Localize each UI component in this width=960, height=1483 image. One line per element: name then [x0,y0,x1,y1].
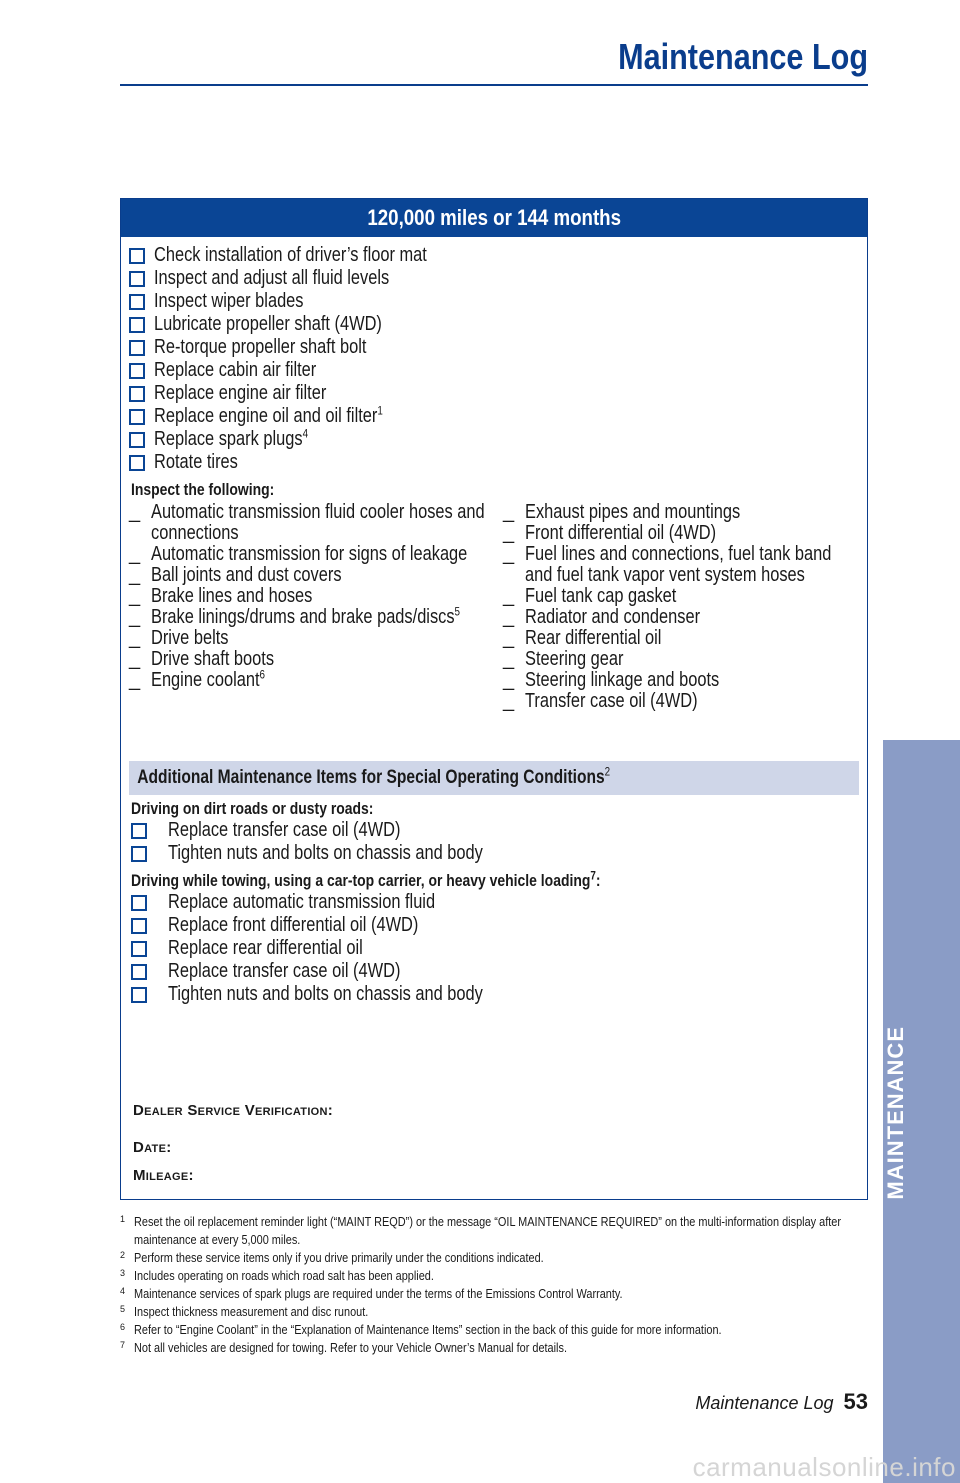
inspect-item: _ Ball joints and dust covers [129,564,342,586]
checklist-item [129,336,487,359]
checklist-item-text: Inspect wiper blades [154,290,304,312]
inspect-item: _ Automatic transmission for signs of leakage [129,543,468,565]
inspect-item: _ Exhaust pipes and mountings [503,501,741,523]
checklist-item: Tighten nuts and bolts on chassis and body [131,842,552,865]
footnote: 6 Refer to “Engine Coolant” in the “Explanation of Maintenance Items” section in the back of this guide for more information. [120,1322,722,1337]
inspect-item: _ Brake lines and hoses [129,585,313,607]
checkbox[interactable] [129,455,145,471]
page-title: Maintenance Log [618,36,868,77]
footnote: 4 Maintenance services of spark plugs are required under the terms of the Emissions Control Warranty. [120,1286,623,1301]
inspect-item: _ Radiator and condenser [503,606,701,628]
checkbox[interactable] [131,964,147,980]
inspect-list-right [503,502,863,712]
checkbox[interactable] [129,317,145,333]
footer-label: Maintenance Log [695,1393,834,1413]
footnotes [120,1213,868,1357]
checkbox[interactable] [129,409,145,425]
checklist-item [129,359,487,382]
inspect-item: _ Fuel tank cap gasket [503,585,677,607]
checklist-item [129,313,487,336]
footnote: 1 Reset the oil replacement reminder light (“MAINT REQD”) or the message “OIL MAINTENANCE REQUIRED” on the multi-information display after maintenance at every 5,000 miles. [120,1214,841,1247]
checklist-item [129,405,487,428]
mileage-label: Mileage: [133,1167,194,1184]
inspect-item: _ Drive belts [129,627,229,649]
checkbox[interactable] [131,941,147,957]
checklist-item-text: Replace engine air filter [154,382,327,404]
inspect-item: _ Brake linings/drums and brake pads/discs$^5$ [129,604,461,628]
checkbox[interactable] [131,987,147,1003]
inspect-item: _ Drive shaft boots [129,648,275,670]
interval-header [121,199,867,237]
inspect-item: _ Rear differential oil [503,627,662,649]
inspect-item: _ Transfer case oil (4WD) [503,690,698,712]
checkbox[interactable] [129,386,145,402]
date-label: Date: [133,1139,172,1156]
checklist-item: Replace rear differential oil [131,937,552,960]
additional-maintenance-band [129,761,859,795]
checkbox[interactable] [129,432,145,448]
maintenance-box [120,198,868,1200]
footnote: 3 Includes operating on roads which road salt has been applied. [120,1268,434,1283]
checklist-item: Replace transfer case oil (4WD) [131,960,552,983]
footnote: 2 Perform these service items only if you drive primarily under the conditions indicated. [120,1250,544,1265]
checklist-item-text: Lubricate propeller shaft (4WD) [154,313,382,335]
checklist-item [129,267,487,290]
service-checklist [129,244,487,474]
dirt-roads-checklist [131,819,552,865]
page-footer [695,1389,868,1415]
checkbox[interactable] [129,294,145,310]
checklist-item: Replace front differential oil (4WD) [131,914,552,937]
inspect-item: _ Steering gear [503,648,624,670]
interval-title: 120,000 miles or 144 months [367,205,621,230]
watermark: carmanualsonline.info [692,1452,956,1482]
inspect-item: _ Fuel lines and connections, fuel tank band and fuel tank vapor vent system hoses [503,543,832,586]
checklist-item-text: Re-torque propeller shaft bolt [154,336,367,358]
towing-heading: Driving while towing, using a car-top carrier, or heavy vehicle loading$^7$: [131,868,601,890]
checklist-item: Replace automatic transmission fluid [131,891,552,914]
inspect-item: _ Front differential oil (4WD) [503,522,717,544]
additional-maintenance-title: Additional Maintenance Items for Special Operating Conditions$^2$ [137,764,611,788]
checklist-item [129,290,487,313]
checklist-item [129,244,487,267]
dealer-verification-label: Dealer Service Verification: [133,1102,334,1119]
checklist-item: Replace transfer case oil (4WD) [131,819,552,842]
checkbox[interactable] [131,846,147,862]
page-number: 53 [843,1389,868,1414]
checklist-item: Tighten nuts and bolts on chassis and body [131,983,552,1006]
checklist-item [129,428,487,451]
checklist-item-text: Inspect and adjust all fluid levels [154,267,390,289]
dirt-roads-heading: Driving on dirt roads or dusty roads: [131,799,374,818]
section-side-tab-label: MAINTENANCE [883,1026,908,1200]
footnote: 7 Not all vehicles are designed for towing. Refer to your Vehicle Owner’s Manual for details. [120,1340,567,1355]
checklist-item-text: Replace spark plugs$^4$ [154,426,309,450]
towing-checklist [131,891,552,1006]
checklist-item-text: Rotate tires [154,451,238,473]
checklist-item-text: Check installation of driver’s floor mat [154,244,427,266]
inspect-list-left [129,502,489,691]
title-rule [120,84,868,86]
checklist-item [129,382,487,405]
checklist-item-text: Replace cabin air filter [154,359,317,381]
inspect-heading: Inspect the following: [131,480,275,499]
checkbox[interactable] [129,271,145,287]
footnote: 5 Inspect thickness measurement and disc runout. [120,1304,369,1319]
inspect-item: _ Steering linkage and boots [503,669,720,691]
checklist-item [129,451,487,474]
checkbox[interactable] [129,363,145,379]
checkbox[interactable] [129,340,145,356]
checkbox[interactable] [129,248,145,264]
checkbox[interactable] [131,918,147,934]
checkbox[interactable] [131,823,147,839]
checklist-item-text: Replace engine oil and oil filter$^1$ [154,403,383,427]
checkbox[interactable] [131,895,147,911]
inspect-item: _ Automatic transmission fluid cooler hoses and connections [129,501,485,544]
inspect-item: _ Engine coolant$^6$ [129,667,265,691]
